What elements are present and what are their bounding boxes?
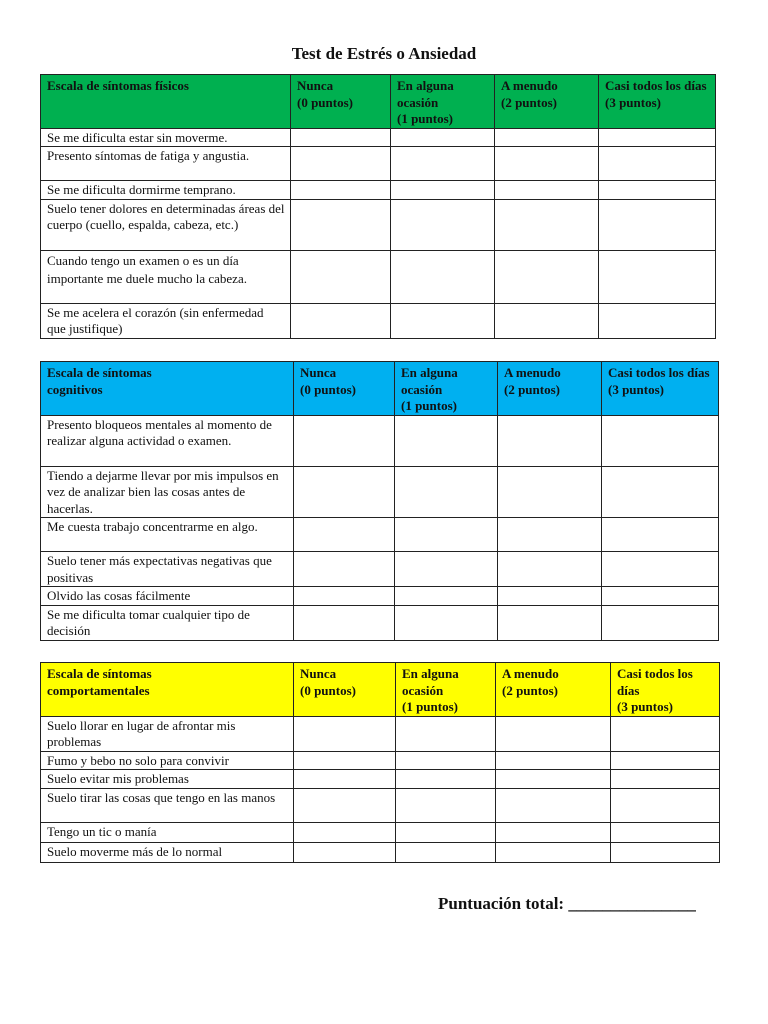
answer-cell-nunca[interactable] xyxy=(291,181,391,200)
answer-cell-a-menudo[interactable] xyxy=(498,587,602,606)
column-header-nunca: Nunca (0 puntos) xyxy=(294,362,395,416)
answer-cell-casi-todos-los-dias[interactable] xyxy=(611,842,720,862)
table-header-row xyxy=(41,75,716,129)
answer-cell-casi-todos-los-dias[interactable] xyxy=(611,822,720,842)
answer-cell-nunca[interactable] xyxy=(294,552,395,587)
answer-cell-nunca[interactable] xyxy=(291,147,391,181)
page-title: Test de Estrés o Ansiedad xyxy=(291,44,477,63)
column-header-casi-todos-los-dias: Casi todos los días (3 puntos) xyxy=(602,362,719,416)
answer-cell-a-menudo[interactable] xyxy=(496,788,611,822)
answer-cell-nunca[interactable] xyxy=(291,303,391,338)
total-score-blank[interactable]: _______________ xyxy=(568,894,696,913)
answer-cell-casi-todos-los-dias[interactable] xyxy=(611,770,720,789)
answer-cell-casi-todos-los-dias[interactable] xyxy=(602,587,719,606)
answer-cell-a-menudo[interactable] xyxy=(496,842,611,862)
answer-cell-casi-todos-los-dias[interactable] xyxy=(599,128,716,147)
table-row xyxy=(41,788,720,822)
answer-cell-a-menudo[interactable] xyxy=(496,751,611,770)
symptom-label: Tengo un tic o manía xyxy=(41,822,294,842)
table-row xyxy=(41,587,719,606)
table-row xyxy=(41,552,719,587)
answer-cell-casi-todos-los-dias[interactable] xyxy=(602,415,719,466)
table-header-row xyxy=(41,362,719,416)
symptom-label: Se me dificulta estar sin moverme. xyxy=(41,128,291,147)
symptom-label: Suelo evitar mis problemas xyxy=(41,770,294,789)
answer-cell-nunca[interactable] xyxy=(294,466,395,518)
answer-cell-nunca[interactable] xyxy=(294,822,396,842)
answer-cell-nunca[interactable] xyxy=(291,250,391,303)
answer-cell-casi-todos-los-dias[interactable] xyxy=(602,518,719,552)
answer-cell-en-alguna-ocasion[interactable] xyxy=(396,842,496,862)
answer-cell-casi-todos-los-dias[interactable] xyxy=(611,751,720,770)
answer-cell-nunca[interactable] xyxy=(294,587,395,606)
answer-cell-casi-todos-los-dias[interactable] xyxy=(599,303,716,338)
answer-cell-nunca[interactable] xyxy=(294,770,396,789)
answer-cell-casi-todos-los-dias[interactable] xyxy=(599,181,716,200)
symptom-label: Tiendo a dejarme llevar por mis impulsos en vez de analizar bien las cosas antes de hacerlas. xyxy=(41,466,294,518)
answer-cell-a-menudo[interactable] xyxy=(495,181,599,200)
answer-cell-nunca[interactable] xyxy=(294,605,395,640)
answer-cell-en-alguna-ocasion[interactable] xyxy=(391,128,495,147)
answer-cell-a-menudo[interactable] xyxy=(496,770,611,789)
scale-heading: Escala de síntomas cognitivos xyxy=(41,362,294,416)
symptom-label: Se me dificulta tomar cualquier tipo de decisión xyxy=(41,605,294,640)
column-header-en-alguna-ocasion: En alguna ocasión (1 puntos) xyxy=(396,663,496,717)
answer-cell-a-menudo[interactable] xyxy=(496,716,611,751)
symptom-label: Suelo tirar las cosas que tengo en las manos xyxy=(41,788,294,822)
table-row xyxy=(41,842,720,862)
symptom-label: Cuando tengo un examen o es un día importante me duele mucho la cabeza. xyxy=(41,250,291,303)
answer-cell-casi-todos-los-dias[interactable] xyxy=(611,716,720,751)
answer-cell-a-menudo[interactable] xyxy=(498,518,602,552)
symptom-label: Suelo moverme más de lo normal xyxy=(41,842,294,862)
column-header-a-menudo: A menudo (2 puntos) xyxy=(496,663,611,717)
table-row xyxy=(41,518,719,552)
table-row xyxy=(41,250,716,303)
answer-cell-nunca[interactable] xyxy=(294,751,396,770)
answer-cell-nunca[interactable] xyxy=(294,842,396,862)
answer-cell-en-alguna-ocasion[interactable] xyxy=(396,822,496,842)
table-row xyxy=(41,128,716,147)
behavioral-symptoms-table xyxy=(40,662,720,863)
answer-cell-en-alguna-ocasion[interactable] xyxy=(395,415,498,466)
answer-cell-nunca[interactable] xyxy=(294,518,395,552)
answer-cell-a-menudo[interactable] xyxy=(496,822,611,842)
table-row xyxy=(41,415,719,466)
symptom-label: Presento síntomas de fatiga y angustia. xyxy=(41,147,291,181)
answer-cell-en-alguna-ocasion[interactable] xyxy=(395,466,498,518)
table-row xyxy=(41,181,716,200)
column-header-casi-todos-los-dias: Casi todos los días (3 puntos) xyxy=(611,663,720,717)
answer-cell-en-alguna-ocasion[interactable] xyxy=(391,303,495,338)
answer-cell-en-alguna-ocasion[interactable] xyxy=(396,751,496,770)
symptom-label: Me cuesta trabajo concentrarme en algo. xyxy=(41,518,294,552)
answer-cell-casi-todos-los-dias[interactable] xyxy=(611,788,720,822)
symptom-label: Olvido las cosas fácilmente xyxy=(41,587,294,606)
symptom-label: Suelo llorar en lugar de afrontar mis problemas xyxy=(41,716,294,751)
symptom-label: Suelo tener más expectativas negativas que positivas xyxy=(41,552,294,587)
symptom-label: Se me dificulta dormirme temprano. xyxy=(41,181,291,200)
answer-cell-en-alguna-ocasion[interactable] xyxy=(395,605,498,640)
answer-cell-en-alguna-ocasion[interactable] xyxy=(395,587,498,606)
column-header-en-alguna-ocasion: En alguna ocasión (1 puntos) xyxy=(391,75,495,129)
answer-cell-nunca[interactable] xyxy=(294,788,396,822)
total-score xyxy=(438,894,696,914)
symptom-label: Suelo tener dolores en determinadas áreas del cuerpo (cuello, espalda, cabeza, etc.) xyxy=(41,199,291,250)
column-header-nunca: Nunca (0 puntos) xyxy=(291,75,391,129)
answer-cell-en-alguna-ocasion[interactable] xyxy=(391,250,495,303)
answer-cell-nunca[interactable] xyxy=(294,415,395,466)
answer-cell-a-menudo[interactable] xyxy=(498,415,602,466)
answer-cell-en-alguna-ocasion[interactable] xyxy=(391,199,495,250)
answer-cell-en-alguna-ocasion[interactable] xyxy=(395,518,498,552)
table-row xyxy=(41,716,720,751)
answer-cell-nunca[interactable] xyxy=(291,199,391,250)
column-header-a-menudo: A menudo (2 puntos) xyxy=(498,362,602,416)
answer-cell-en-alguna-ocasion[interactable] xyxy=(396,770,496,789)
answer-cell-a-menudo[interactable] xyxy=(495,199,599,250)
answer-cell-en-alguna-ocasion[interactable] xyxy=(396,716,496,751)
answer-cell-nunca[interactable] xyxy=(291,128,391,147)
physical-symptoms-table xyxy=(40,74,716,339)
answer-cell-a-menudo[interactable] xyxy=(495,128,599,147)
answer-cell-a-menudo[interactable] xyxy=(495,303,599,338)
table-row xyxy=(41,147,716,181)
column-header-nunca: Nunca (0 puntos) xyxy=(294,663,396,717)
symptom-label: Fumo y bebo no solo para convivir xyxy=(41,751,294,770)
cognitive-symptoms-table xyxy=(40,361,719,641)
answer-cell-a-menudo[interactable] xyxy=(498,605,602,640)
total-score-label: Puntuación total: xyxy=(438,894,565,913)
answer-cell-casi-todos-los-dias[interactable] xyxy=(599,199,716,250)
answer-cell-nunca[interactable] xyxy=(294,716,396,751)
scale-heading: Escala de síntomas comportamentales xyxy=(41,663,294,717)
table-row xyxy=(41,822,720,842)
answer-cell-en-alguna-ocasion[interactable] xyxy=(391,181,495,200)
answer-cell-en-alguna-ocasion[interactable] xyxy=(396,788,496,822)
answer-cell-a-menudo[interactable] xyxy=(498,552,602,587)
table-header-row xyxy=(41,663,720,717)
table-row xyxy=(41,303,716,338)
symptom-label: Presento bloqueos mentales al momento de realizar alguna actividad o examen. xyxy=(41,415,294,466)
table-row xyxy=(41,466,719,518)
answer-cell-en-alguna-ocasion[interactable] xyxy=(391,147,495,181)
symptom-label: Se me acelera el corazón (sin enfermedad que justifique) xyxy=(41,303,291,338)
answer-cell-casi-todos-los-dias[interactable] xyxy=(602,552,719,587)
scale-heading: Escala de síntomas físicos xyxy=(41,75,291,129)
answer-cell-casi-todos-los-dias[interactable] xyxy=(602,466,719,518)
table-row xyxy=(41,751,720,770)
answer-cell-casi-todos-los-dias[interactable] xyxy=(599,250,716,303)
column-header-casi-todos-los-dias: Casi todos los días (3 puntos) xyxy=(599,75,716,129)
answer-cell-casi-todos-los-dias[interactable] xyxy=(599,147,716,181)
answer-cell-en-alguna-ocasion[interactable] xyxy=(395,552,498,587)
answer-cell-a-menudo[interactable] xyxy=(495,147,599,181)
table-row xyxy=(41,605,719,640)
table-row xyxy=(41,199,716,250)
table-row xyxy=(41,770,720,789)
answer-cell-casi-todos-los-dias[interactable] xyxy=(602,605,719,640)
answer-cell-a-menudo[interactable] xyxy=(495,250,599,303)
column-header-en-alguna-ocasion: En alguna ocasión (1 puntos) xyxy=(395,362,498,416)
answer-cell-a-menudo[interactable] xyxy=(498,466,602,518)
column-header-a-menudo: A menudo (2 puntos) xyxy=(495,75,599,129)
